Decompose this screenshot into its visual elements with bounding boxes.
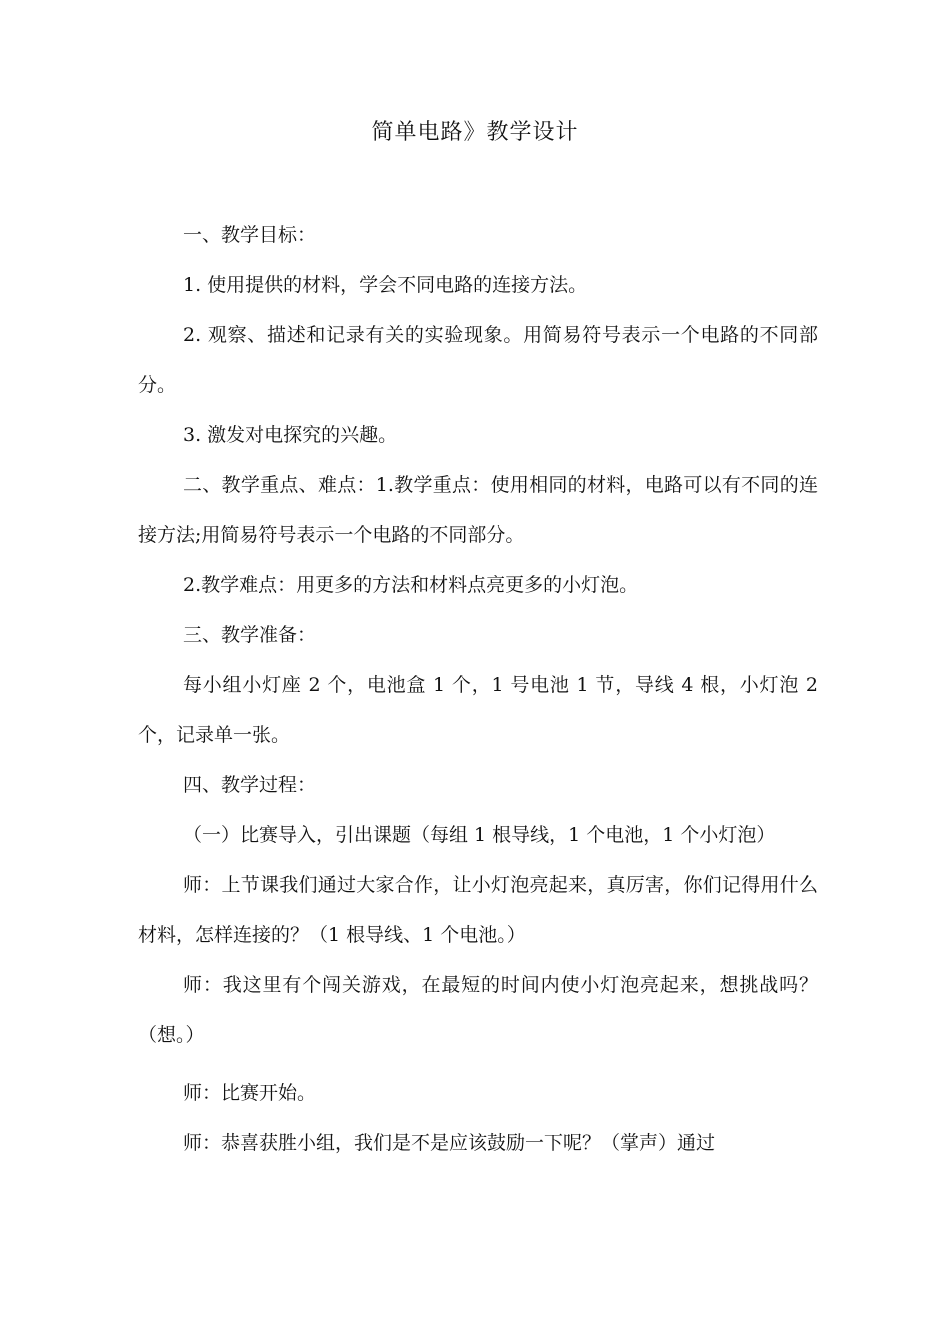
section-heading-objectives: 一、教学目标： <box>183 224 317 246</box>
document-body <box>138 210 818 1168</box>
teacher-line-1: 师：上节课我们通过大家合作，让小灯泡亮起来，真厉害，你们记得用什么材料，怎样连接的？（1 根导线、1 个电池。） <box>138 874 818 946</box>
objective-item-2: 2. 观察、描述和记录有关的实验现象。用简易符号表示一个电路的不同部分。 <box>138 324 818 396</box>
process-step-1: （一）比赛导入，引出课题（每组 1 根导线，1 个电池，1 个小灯泡） <box>183 824 776 846</box>
preparation-materials: 每小组小灯座 2 个，电池盒 1 个，1 号电池 1 节，导线 4 根，小灯泡 2 个，记录单一张。 <box>138 674 818 746</box>
section-heading-process: 四、教学过程： <box>183 774 317 796</box>
objective-item-3: 3. 激发对电探究的兴趣。 <box>183 424 398 446</box>
objective-item-1: 1. 使用提供的材料，学会不同电路的连接方法。 <box>183 274 588 296</box>
section-key-points: 二、教学重点、难点：1.教学重点：使用相同的材料，电路可以有不同的连接方法;用简易符号表示一个电路的不同部分。 <box>138 474 818 546</box>
teacher-line-3: 师：比赛开始。 <box>183 1082 317 1104</box>
section-heading-preparation: 三、教学准备： <box>183 624 317 646</box>
teacher-line-4: 师：恭喜获胜小组，我们是不是应该鼓励一下呢？（掌声）通过 <box>183 1132 716 1154</box>
document-title: 简单电路》教学设计 <box>371 120 579 145</box>
teacher-line-2: 师：我这里有个闯关游戏，在最短的时间内使小灯泡亮起来，想挑战吗？（想。） <box>138 974 818 1046</box>
difficult-point: 2.教学难点：用更多的方法和材料点亮更多的小灯泡。 <box>183 574 639 596</box>
